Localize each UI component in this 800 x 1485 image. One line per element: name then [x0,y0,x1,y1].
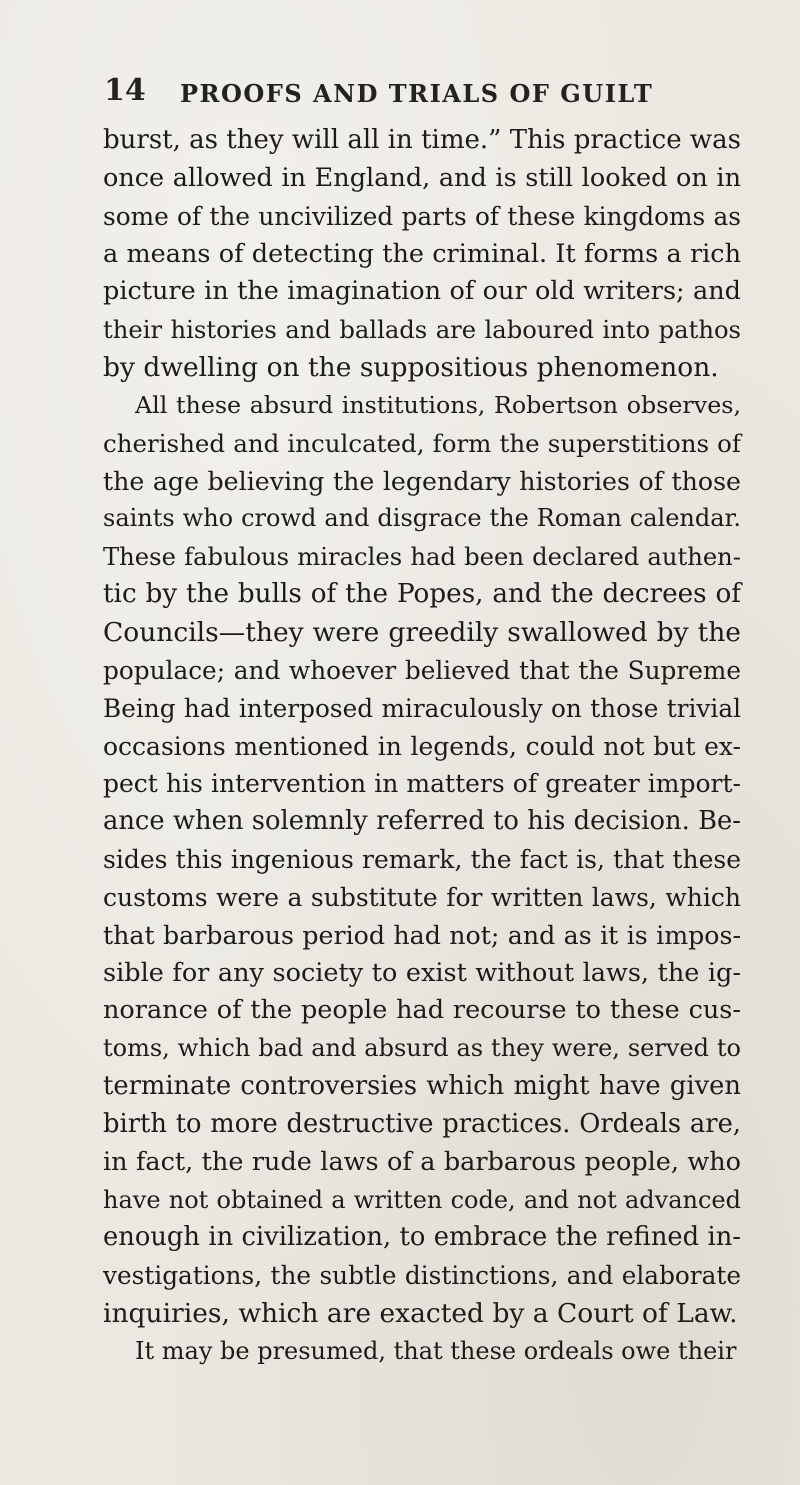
text-line: in fact, the rude laws of a barbarous people, who [103,1146,741,1177]
text-line: customs were a substitute for written laws, which [103,882,741,912]
text-line: enough in civilization, to embrace the refined in- [103,1222,741,1253]
text-line: birth to more destructive practices. Ordeals are, [103,1108,741,1139]
text-line: vestigations, the subtle distinctions, and elaborate [103,1261,741,1291]
text-line: once allowed in England, and is still looked on in [103,162,741,193]
text-line: sible for any society to exist without laws, the ig- [103,957,741,988]
text-line: occasions mentioned in legends, could not but ex- [103,731,741,761]
text-line: pect his intervention in matters of greater import- [103,769,741,799]
text-line: by dwelling on the suppositious phenomenon. [103,352,719,384]
body-text [103,122,741,1371]
text-line: have not obtained a written code, and not advanced [103,1185,741,1214]
text-line: ance when solemnly referred to his decision. Be- [103,806,741,837]
text-line: their histories and ballads are laboured into pathos [103,315,741,345]
text-line: norance of the people had recourse to these cus- [103,995,741,1026]
text-line: tic by the bulls of the Popes, and the decrees of [103,579,741,610]
paragraph-start-line: All these absurd institutions, Robertson observes, [135,390,741,419]
running-head [0,74,800,114]
text-line: that barbarous period had not; and as it is impos- [103,920,741,950]
text-line: toms, which bad and absurd as they were, served to [103,1034,741,1063]
text-line: Councils—they were greedily swallowed by the [103,616,741,648]
text-line: cherished and inculcated, form the superstitions of [103,428,741,458]
text-line: sides this ingenious remark, the fact is, that these [103,845,741,875]
text-line: terminate controversies which might have given [103,1071,741,1102]
text-line: picture in the imagination of our old writers; and [103,276,741,307]
text-line: These fabulous miracles had been declared authen- [103,542,741,572]
text-line: populace; and whoever believed that the Supreme [103,655,741,685]
text-line: the age believing the legendary histories of those [103,466,741,496]
paragraph-start-line: It may be presumed, that these ordeals owe their [135,1337,737,1365]
text-line: some of the uncivilized parts of these kingdoms as [103,201,741,231]
text-line: inquiries, which are exacted by a Court of Law. [103,1298,738,1330]
text-line: saints who crowd and disgrace the Roman calendar. [103,504,741,533]
text-line: Being had interposed miraculously on those trivial [103,693,741,723]
page-number: 14 [104,73,146,108]
text-line: a means of detecting the criminal. It forms a rich [103,238,741,269]
text-line: burst, as they will all in time.” This practice was [103,125,741,155]
running-title: PROOFS AND TRIALS OF GUILT [180,79,654,108]
